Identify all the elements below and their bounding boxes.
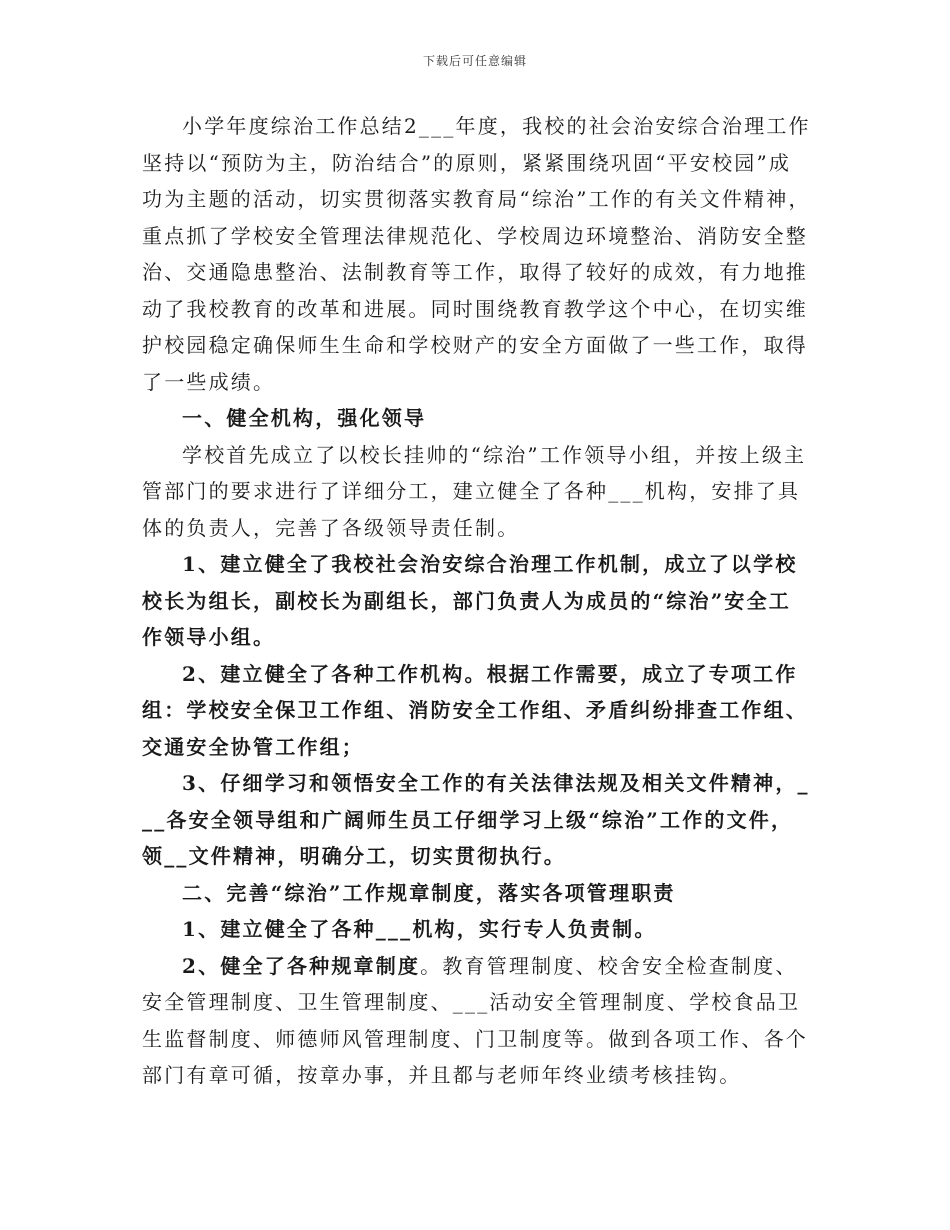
section2-item1: 1、建立健全了各种___机构，实行专人负责制。 xyxy=(182,917,657,941)
document-body xyxy=(142,108,812,1094)
section2-item2-text: 。教育管理制度、校舍安全检查制度、安全管理制度、卫生管理制度、___活动安全管理制度、学校食品卫生监督制度、师德师风管理制度、门卫制度等。做到各项工作、各个部门有章可循，按章办事，并且都与老师年终业绩考核挂钩。 xyxy=(142,953,808,1087)
intro-paragraph: 小学年度综治工作总结2___年度，我校的社会治安综合治理工作坚持以“预防为主，防治结合”的原则，紧紧围绕巩固“平安校园”成功为主题的活动，切实贯彻落实教育局“综治”工作的有关文件精神，重点抓了学校安全管理法律规范化、学校周边环境整治、消防安全整治、交通隐患整治、法制教育等工作，取得了较好的成效，有力地推动了我校教育的改革和进展。同时围绕教育教学这个中心，在切实维护校园稳定确保师生生命和学校财产的安全方面做了一些工作，取得了一些成绩。 xyxy=(142,114,811,394)
section1-item2: 2、建立健全了各种工作机构。根据工作需要，成立了专项工作组：学校安全保卫工作组、消防安全工作组、矛盾纠纷排查工作组、交通安全协管工作组； xyxy=(142,661,808,759)
section1-item1: 1、建立健全了我校社会治安综合治理工作机制，成立了以学校校长为组长，副校长为副组长，部门负责人为成员的“综治”安全工作领导小组。 xyxy=(142,552,798,649)
page-header-note: 下载后可任意编辑 xyxy=(422,54,527,68)
section2-item2-lead: 2、健全了各种规章制度 xyxy=(182,953,421,978)
section2-item2 xyxy=(142,948,812,1094)
section1-body: 学校首先成立了以校长挂帅的“综治”工作领导小组，并按上级主管部门的要求进行了详细分工，建立健全了各种___机构，安排了具体的负责人，完善了各级领导责任制。 xyxy=(142,442,807,540)
section1-item3: 3、仔细学习和领悟安全工作的有关法律法规及相关文件精神，___各安全领导组和广阔师生员工仔细学习上级“综治”工作的文件，领__文件精神，明确分工，切实贯彻执行。 xyxy=(142,771,810,868)
section1-heading: 一、健全机构，强化领导 xyxy=(182,406,427,430)
section2-heading: 二、完善“综治”工作规章制度，落实各项管理职责 xyxy=(182,880,676,905)
